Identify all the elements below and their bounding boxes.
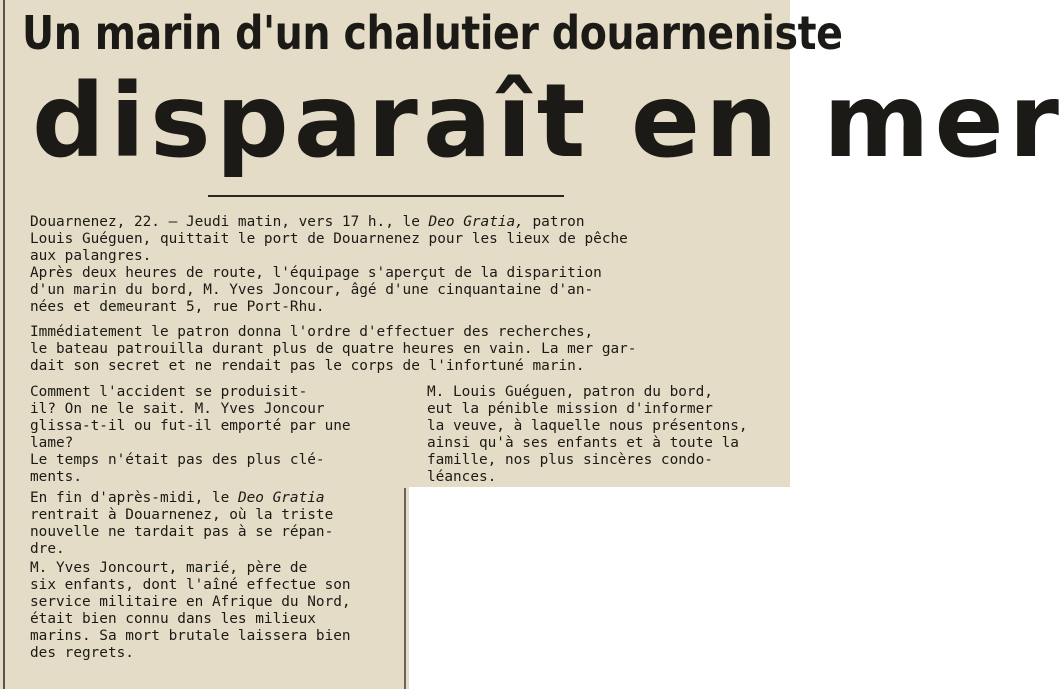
lead-paragraph: [30, 214, 628, 265]
headline-kicker: Un marin d'un chalutier douarneniste: [22, 6, 843, 60]
condolences-paragraph: M. Louis Guéguen, patron du bord, eut la pénible mission d'informer la veuve, à laquelle nous présentons, ainsi qu'à ses enfants et à toute la famille, nos plus sincères condo- léances.: [427, 384, 748, 485]
return-text-end: rentrait à Douarnenez, où la triste nouvelle ne tardait pas à se répan- dre.: [30, 507, 334, 557]
headline-main: disparaît en mer: [32, 62, 1064, 181]
return-text-start: En fin d'après-midi, le: [30, 490, 238, 506]
clipping-edge-rule: [404, 488, 406, 689]
weather-paragraph: Le temps n'était pas des plus clé- ments.: [30, 452, 325, 485]
return-paragraph: [30, 490, 333, 558]
biography-paragraph: M. Yves Joncourt, marié, père de six enfants, dont l'aîné effectue son service militaire en Afrique du Nord, était bien connu dans les milieux marins. Sa mort brutale laissera bien des regrets.: [30, 560, 351, 661]
search-paragraph: Immédiatement le patron donna l'ordre d'effectuer des recherches, le bateau patrouilla durant plus de quatre heures en vain. La mer gar- dait son secret et ne rendait pas le corps de l'infortuné marin.: [30, 324, 637, 374]
accident-paragraph: Comment l'accident se produisit- il? On ne le sait. M. Yves Joncour glissa-t-il ou fut-il emporté par une lame?: [30, 384, 351, 451]
boat-name-return: Deo Gratia: [237, 490, 325, 506]
lead-text-end: patron Louis Guéguen, quittait le port de Douarnenez pour les lieux de pêche aux palangres.: [30, 214, 628, 264]
left-column-rule: [3, 0, 5, 689]
headline-divider: [208, 195, 564, 197]
crew-paragraph: Après deux heures de route, l'équipage s'aperçut de la disparition d'un marin du bord, M. Yves Joncour, âgé d'une cinquantaine d'an- nées et demeurant 5, rue Port-Rhu.: [30, 265, 602, 315]
lead-text-start: Douarnenez, 22. — Jeudi matin, vers 17 h., le: [30, 214, 429, 230]
boat-name: Deo Gratia,: [428, 214, 524, 230]
